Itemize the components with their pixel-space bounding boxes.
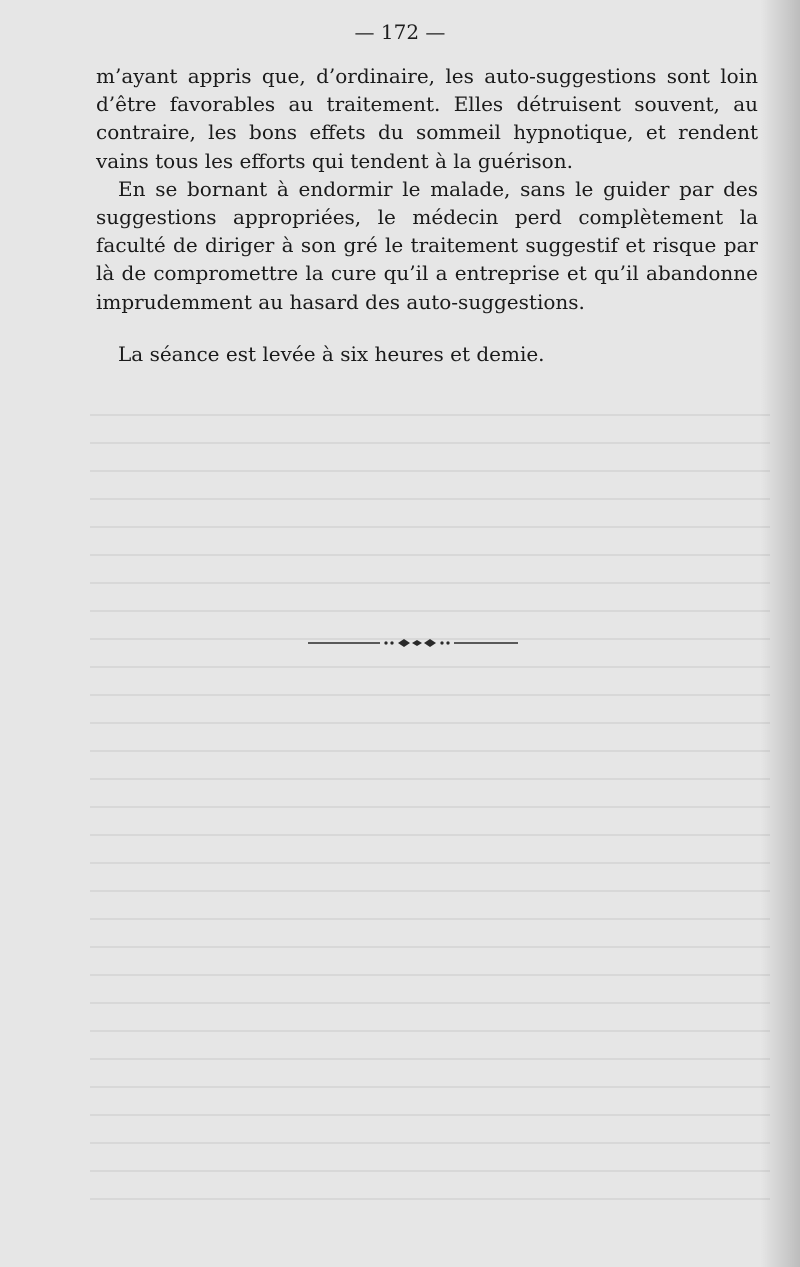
paragraph-2: En se bornant à endormir le malade, sans le guider par des suggestions appropriées, le médecin perd complètement la faculté de diriger à son gré le traitement suggestif et risque par là de compromettre la cure qu’il a entreprise et qu’il abandonne imprudemment au hasard des auto-suggestions. (96, 176, 758, 314)
paragraph-1: m’ayant appris que, d’ordinaire, les auto-suggestions sont loin d’être favorables au traitement. Elles détruisent souvent, au contraire, les bons effets du sommeil hypnotique, et rendent vains tous les efforts qui tendent à la guérison. (96, 64, 758, 173)
closing-line: La séance est levée à six heures et demie. (118, 341, 545, 366)
page-edge-shadow (760, 0, 800, 1267)
page-number: — 172 — (354, 20, 446, 44)
ornament-dot (446, 641, 449, 644)
show-through-texture (90, 400, 770, 1200)
ornament-dot (440, 641, 443, 644)
ornament-dot (384, 641, 387, 644)
ornament-diamond (398, 639, 410, 647)
ornament-dot (390, 641, 393, 644)
ornament-diamond (412, 640, 422, 646)
ornament-diamond (424, 639, 436, 647)
body-text (96, 62, 758, 368)
ornament-divider (308, 633, 518, 653)
